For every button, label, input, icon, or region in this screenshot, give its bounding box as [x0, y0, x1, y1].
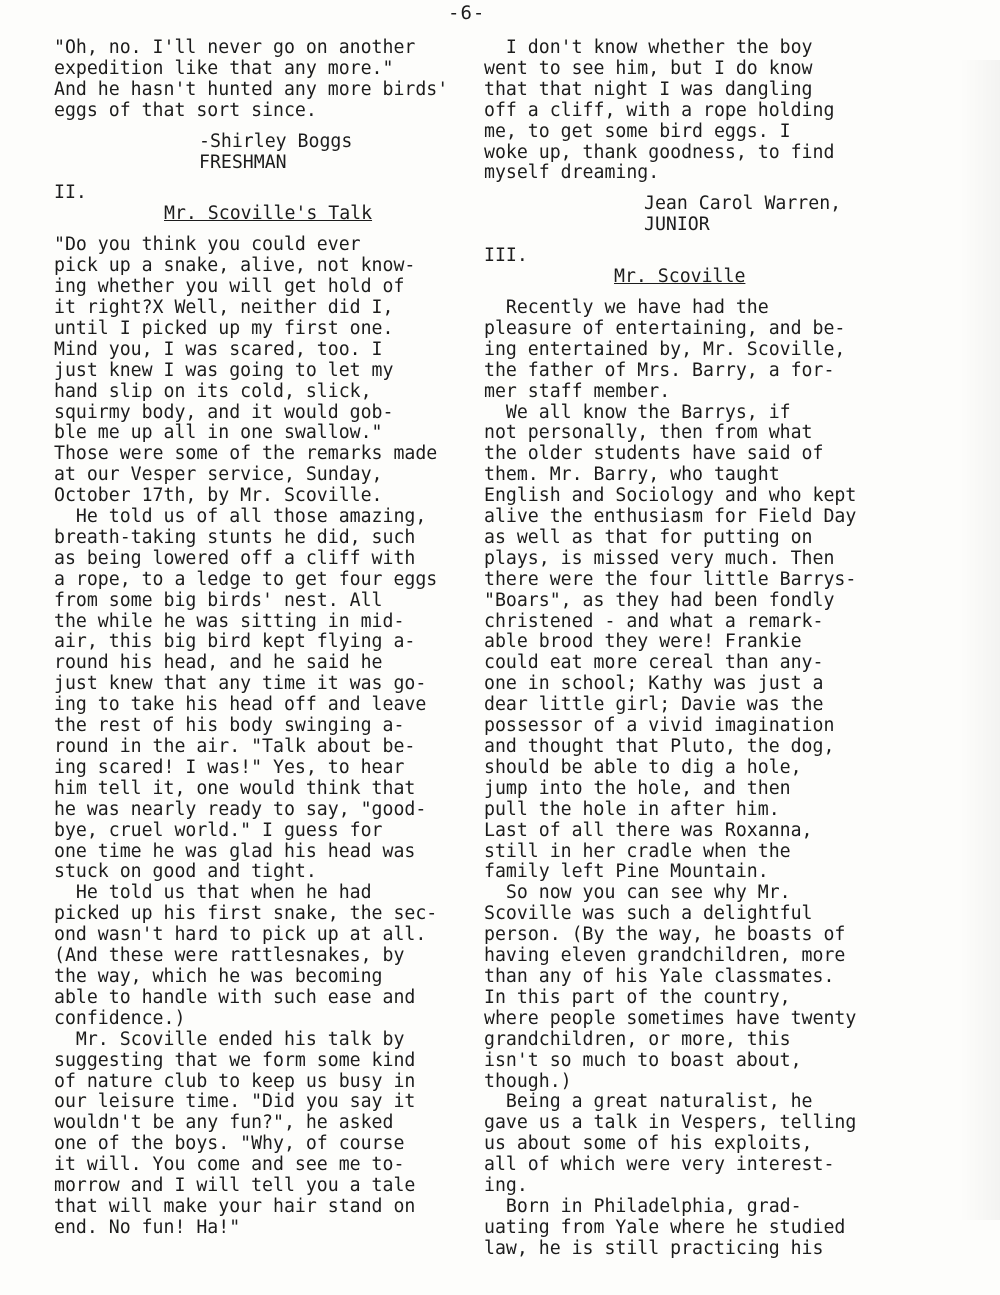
text-line: that will make your hair stand on [54, 1195, 416, 1217]
text-line: stuck on good and tight. [54, 861, 317, 883]
text-line: He told us that when he had [54, 882, 372, 904]
text-line: He told us of all those amazing, [54, 506, 427, 528]
right-body [484, 298, 894, 1260]
author-name: -Shirley Boggs [199, 130, 353, 152]
section-heading: Mr. Scoville [614, 266, 746, 288]
text-line: the father of Mrs. Barry, a for- [484, 359, 835, 381]
text-line: and thought that Pluto, the dog, [484, 736, 835, 757]
author-name: Jean Carol Warren, [644, 193, 842, 215]
text-line: as being lowered off a cliff with [54, 547, 416, 569]
text-line: "Do you think you could ever [54, 234, 361, 256]
text-line: dear little girl; Davie was the [484, 694, 824, 716]
text-line: picked up his first snake, the sec- [54, 903, 438, 925]
text-line: him tell it, one would think that [54, 777, 416, 799]
text-line: the older students have said of [484, 443, 824, 465]
text-line: So now you can see why Mr. [484, 882, 791, 904]
text-line: ond wasn't hard to pick up at all. [54, 924, 427, 946]
text-line: family left Pine Mountain. [484, 861, 769, 883]
text-line: Recently we have had the [484, 296, 769, 318]
right-intro [484, 38, 894, 184]
text-line: ing to take his head off and leave [54, 694, 427, 716]
text-line: one of the boys. "Why, of course [54, 1133, 405, 1155]
text-line: as well as that for putting on [484, 526, 813, 548]
text-line: Mr. Scoville ended his talk by [54, 1028, 405, 1050]
left-intro [54, 38, 479, 122]
text-line: In this part of the country, [484, 986, 791, 1008]
text-line: went to see him, but I do know [484, 57, 813, 79]
text-line: at our Vesper service, Sunday, [54, 464, 383, 486]
text-line: just knew I was going to let my [54, 359, 394, 381]
text-line: should be able to dig a hole, [484, 756, 802, 778]
text-line: able to handle with such ease and [54, 986, 416, 1008]
text-line: "Oh, no. I'll never go on another [54, 37, 416, 58]
section-numeral: II. [54, 182, 87, 204]
text-line: pleasure of entertaining, and be- [484, 317, 846, 339]
text-line: (And these were rattlesnakes, by [54, 945, 405, 967]
text-line: myself dreaming. [484, 162, 660, 184]
text-line: plays, is missed very much. Then [484, 547, 835, 569]
text-line: all of which were very interest- [484, 1154, 835, 1176]
author-class: FRESHMAN [199, 151, 287, 173]
text-line: not personally, then from what [484, 422, 813, 444]
text-line: the way, which he was becoming [54, 965, 383, 987]
text-line: breath-taking stunts he did, such [54, 526, 416, 548]
text-line: them. Mr. Barry, who taught [484, 464, 780, 486]
section-heading: Mr. Scoville's Talk [164, 203, 373, 225]
text-line: morrow and I will tell you a tale [54, 1175, 416, 1197]
text-line: eggs of that sort since. [54, 99, 317, 121]
text-line: expedition like that any more." [54, 57, 394, 79]
text-line: alive the enthusiasm for Field Day [484, 506, 857, 528]
text-line: able brood they were! Frankie [484, 631, 802, 653]
text-line: one time he was glad his head was [54, 840, 416, 862]
left-column [54, 38, 479, 1239]
text-line: the rest of his body swinging a- [54, 715, 405, 737]
text-line: jump into the hole, and then [484, 777, 791, 799]
text-line: Scoville was such a delightful [484, 903, 813, 925]
text-line: off a cliff, with a rope holding [484, 99, 835, 121]
text-line: English and Sociology and who kept [484, 485, 857, 507]
author-class: JUNIOR [644, 214, 710, 236]
text-line: one in school; Kathy was just a [484, 673, 824, 695]
section-numeral: III. [484, 245, 528, 267]
text-line: air, this big bird kept flying a- [54, 631, 416, 653]
text-line: woke up, thank goodness, to find [484, 141, 835, 163]
text-line: pull the hole in after him. [484, 798, 780, 820]
text-line: end. No fun! Ha!" [54, 1216, 241, 1238]
text-line: ing entertained by, Mr. Scoville, [484, 338, 846, 360]
text-line: me, to get some bird eggs. I [484, 120, 791, 142]
right-column [484, 38, 894, 1260]
text-line: it will. You come and see me to- [54, 1154, 405, 1176]
text-line: round his head, and he said he [54, 652, 383, 674]
text-line: could eat more cereal than any- [484, 652, 824, 674]
text-line: ing scared! I was!" Yes, to hear [54, 756, 405, 778]
text-line: mer staff member. [484, 380, 671, 402]
text-line: uating from Yale where he studied [484, 1216, 846, 1238]
text-line: from some big birds' nest. All [54, 589, 383, 611]
text-line: suggesting that we form some kind [54, 1049, 416, 1071]
text-line: possessor of a vivid imagination [484, 715, 835, 737]
text-line: We all know the Barrys, if [484, 401, 791, 423]
text-line: ing. [484, 1175, 528, 1197]
text-line: Born in Philadelphia, grad- [484, 1195, 802, 1217]
text-line: though.) [484, 1070, 572, 1092]
text-line: squirmy body, and it would gob- [54, 401, 394, 423]
text-line: I don't know whether the boy [484, 37, 813, 58]
text-line: us about some of his exploits, [484, 1133, 813, 1155]
text-line: of nature club to keep us busy in [54, 1070, 416, 1092]
text-line: the while he was sitting in mid- [54, 610, 405, 632]
text-line: christened - and what a remark- [484, 610, 824, 632]
text-line: it right?X Well, neither did I, [54, 296, 394, 318]
text-line: pick up a snake, alive, not know- [54, 255, 416, 277]
text-line: there were the four little Barrys- [484, 568, 857, 590]
text-line: wouldn't be any fun?", he asked [54, 1112, 394, 1134]
text-line: person. (By the way, he boasts of [484, 924, 846, 946]
text-line: Mind you, I was scared, too. I [54, 338, 383, 360]
text-line: a rope, to a ledge to get four eggs [54, 568, 438, 590]
text-line: our leisure time. "Did you say it [54, 1091, 416, 1113]
text-line: that that night I was dangling [484, 78, 813, 100]
text-line: ble me up all in one swallow." [54, 422, 383, 444]
text-line: bye, cruel world." I guess for [54, 819, 383, 841]
text-line: confidence.) [54, 1007, 186, 1029]
text-line: just knew that any time it was go- [54, 673, 427, 695]
text-line: than any of his Yale classmates. [484, 965, 835, 987]
text-line: still in her cradle when the [484, 840, 791, 862]
text-line: grandchildren, or more, this [484, 1028, 791, 1050]
text-line: law, he is still practicing his [484, 1237, 824, 1259]
text-line: "Boars", as they had been fondly [484, 589, 835, 611]
text-line: round in the air. "Talk about be- [54, 736, 416, 757]
page-number: -6- [448, 2, 486, 24]
text-line: And he hasn't hunted any more birds' [54, 78, 449, 100]
text-line: ing whether you will get hold of [54, 276, 405, 298]
text-line: where people sometimes have twenty [484, 1007, 857, 1029]
text-line: having eleven grandchildren, more [484, 945, 846, 967]
text-line: gave us a talk in Vespers, telling [484, 1112, 857, 1134]
text-line: Being a great naturalist, he [484, 1091, 813, 1113]
text-line: hand slip on its cold, slick, [54, 380, 372, 402]
text-line: Last of all there was Roxanna, [484, 819, 813, 841]
bleed-through-shadow [960, 60, 1000, 1220]
text-line: until I picked up my first one. [54, 317, 394, 339]
text-line: he was nearly ready to say, "good- [54, 798, 427, 820]
text-line: isn't so much to boast about, [484, 1049, 802, 1071]
text-line: Those were some of the remarks made [54, 443, 438, 465]
text-line: October 17th, by Mr. Scoville. [54, 485, 383, 507]
left-body [54, 235, 479, 1239]
